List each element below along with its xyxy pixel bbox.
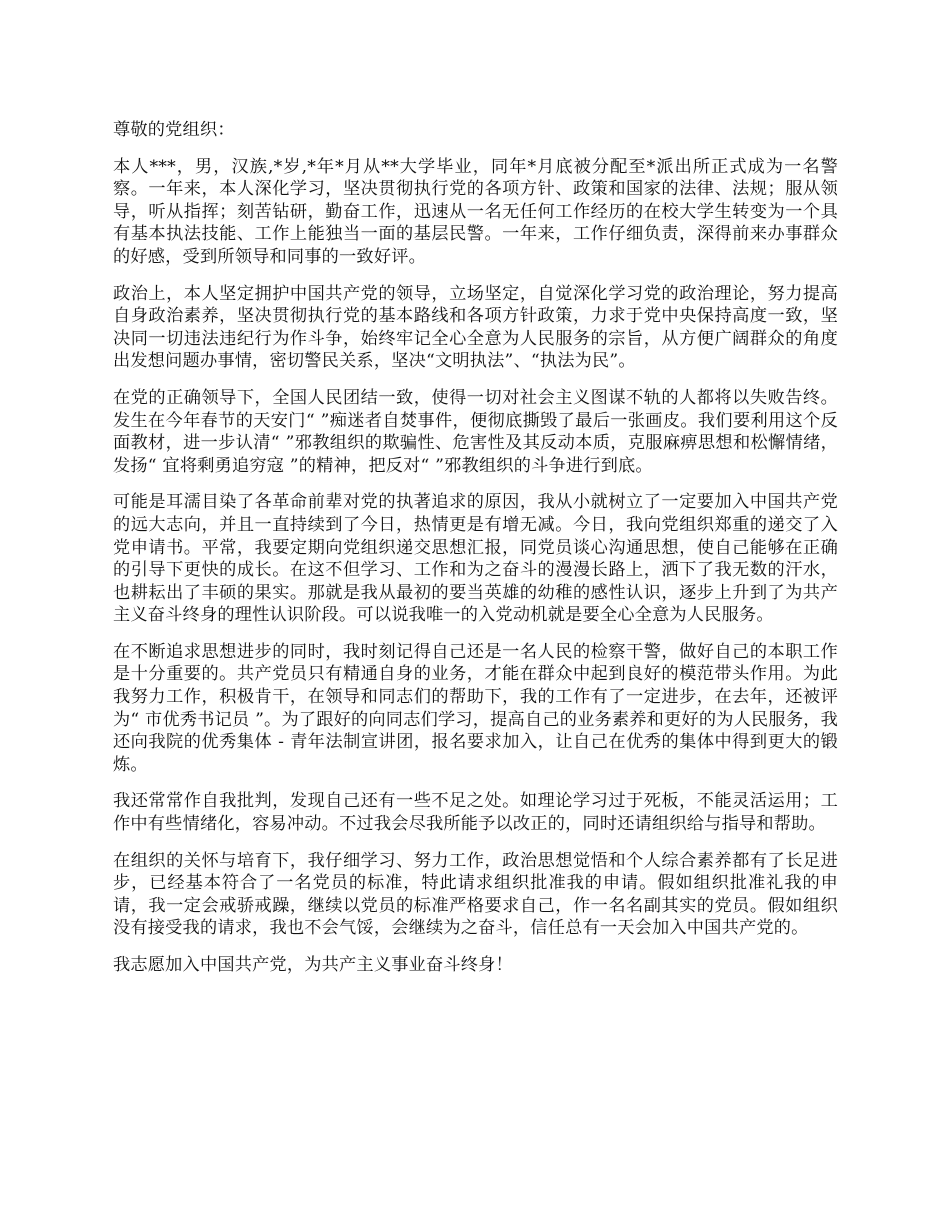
closing-statement: 我志愿加入中国共产党，为共产主义事业奋斗终身！ (113, 955, 513, 975)
paragraph-2: 政治上，本人坚定拥护中国共产党的领导，立场坚定，自觉深化学习党的政治理论，努力提高自身政治素养，坚决贯彻执行党的基本路线和各项方针政策，力求于党中央保持高度一致，坚决同一切违法违纪行为作斗争，始终牢记全心全意为人民服务的宗旨，从方便广阔群众的角度出发想问题办事情，密切警民关系，坚决“文明执法”、“执法为民”。 (113, 283, 838, 372)
paragraph-1: 本人***，男，汉族,*岁,*年*月从**大学毕业，同年*月底被分配至*派出所正式成为一名警察。一年来，本人深化学习，坚决贯彻执行党的各项方针、政策和国家的法律、法规；服从领导，听从指挥；刻苦钻研，勤奋工作，迅速从一名无任何工作经历的在校大学生转变为一个具有基本执法技能、工作上能独当一面的基层民警。一年来，工作仔细负责，深得前来办事群众的好感，受到所领导和同事的一致好评。 (113, 156, 838, 267)
paragraph-4: 可能是耳濡目染了各革命前辈对党的执著追求的原因，我从小就树立了一定要加入中国共产党的远大志向，并且一直持续到了今日，热情更是有增无减。今日，我向党组织郑重的递交了入党申请书。平常，我要定期向党组织递交思想汇报，同党员谈心沟通思想，使自己能够在正确的引导下更快的成长。在这不但学习、工作和为之奋斗的漫漫长路上，洒下了我无数的汗水，也耕耘出了丰硕的果实。那就是我从最初的要当英雄的幼稚的感性认识，逐步上升到了为共产主义奋斗终身的理性认识阶段。可以说我唯一的入党动机就是要全心全意为人民服务。 (113, 492, 838, 626)
salutation: 尊敬的党组织： (113, 120, 235, 140)
paragraph-5: 在不断追求思想进步的同时，我时刻记得自己还是一名人民的检察干警，做好自己的本职工作是十分重要的。共产党员只有精通自身的业务，才能在群众中起到良好的模范带头作用。为此我努力工作，积极肯干，在领导和同志们的帮助下，我的工作有了一定进步，在去年，还被评为“ 市优秀书记员 ”。为了跟好的向同志们学习，提高自己的业务素养和更好的为人民服务，我还向我院的优秀集体 - 青年法制宣讲团，报名要求加入，让自己在优秀的集体中得到更大的锻炼。 (113, 641, 838, 775)
paragraph-3: 在党的正确领导下，全国人民团结一致，使得一切对社会主义图谋不轨的人都将以失败告终。发生在今年春节的天安门“ ”痴迷者自焚事件，便彻底撕毁了最后一张画皮。我们要利用这个反面教材，进一步认清“ ”邪教组织的欺骗性、危害性及其反动本质，克服麻痹思想和松懈情绪，发扬“ 宜将剩勇追穷寇 ”的精神，把反对“ ”邪教组织的斗争进行到底。 (113, 387, 838, 476)
document-page (113, 119, 838, 991)
paragraph-7: 在组织的关怀与培育下，我仔细学习、努力工作，政治思想觉悟和个人综合素养都有了长足进步，已经基本符合了一名党员的标准，特此请求组织批准我的申请。假如组织批准礼我的申请，我一定会戒骄戒躁，继续以党员的标准严格要求自己，作一名名副其实的党员。假如组织没有接受我的请求，我也不会气馁，会继续为之奋斗，信任总有一天会加入中国共产党的。 (113, 850, 838, 939)
paragraph-6: 我还常常作自我批判，发现自己还有一些不足之处。如理论学习过于死板，不能灵活运用；工作中有些情绪化，容易冲动。不过我会尽我所能予以改正的，同时还请组织给与指导和帮助。 (113, 791, 838, 835)
